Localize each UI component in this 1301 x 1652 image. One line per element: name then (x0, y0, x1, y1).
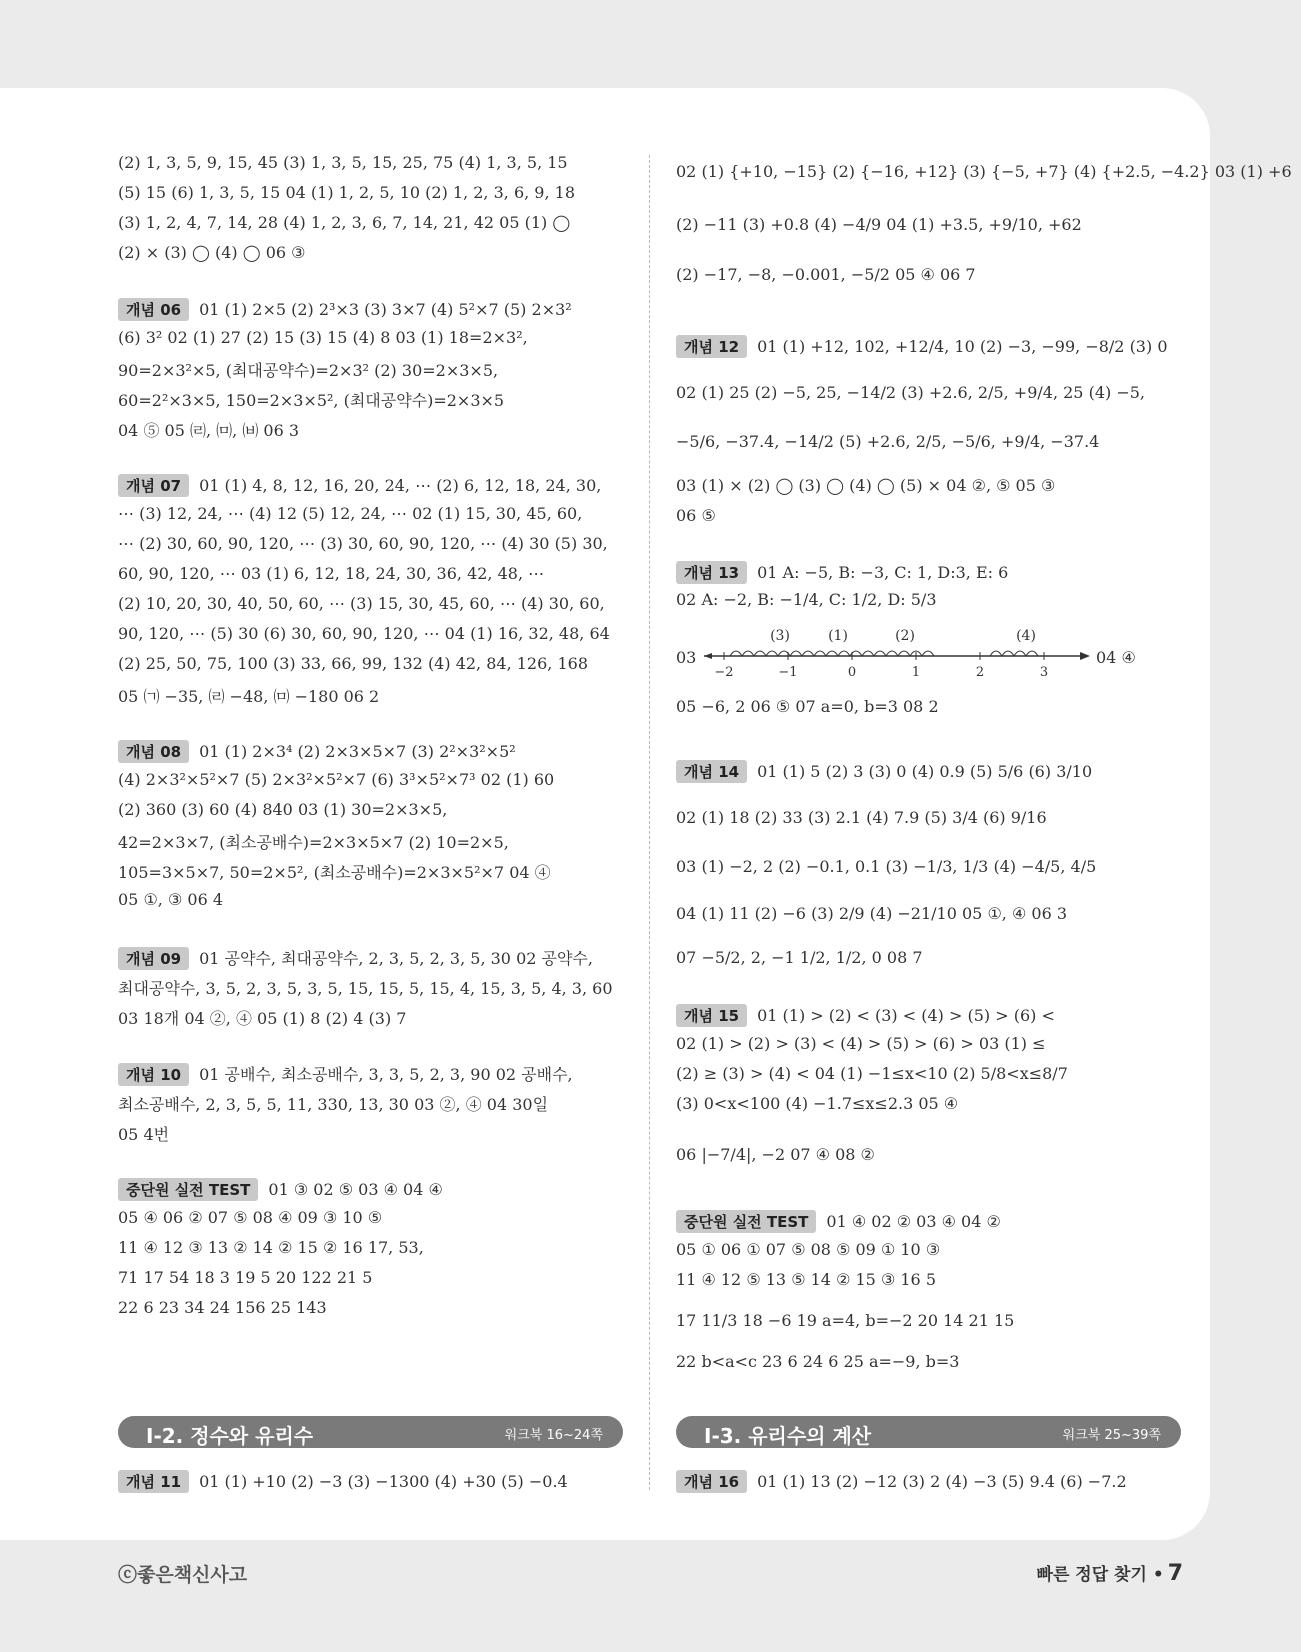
answer-line (118, 976, 613, 999)
answer-line (676, 506, 716, 525)
answer-line (676, 1352, 959, 1371)
answer-text: 03 18개 04 ②, ④ 05 (1) 8 (2) 4 (3) 7 (118, 1009, 407, 1028)
answer-text: 03 (1) × (2) ◯ (3) ◯ (4) ◯ (5) × 04 ②, ⑤ 05 ③ (676, 476, 1056, 495)
answer-text: (2) 10, 20, 30, 40, 50, 60, ⋯ (3) 15, 30, 45, 60, ⋯ (4) 30, 60, (118, 594, 605, 613)
answer-line (676, 1240, 940, 1259)
answer-text: 05 ①, ③ 06 4 (118, 890, 224, 909)
answer-text: 105=3×5×7, 50=2×5², (최소공배수)=2×3×5²×7 04 ④ (118, 863, 551, 882)
answer-text: 60=2²×3×5, 150=2×3×5², (최대공약수)=2×3×5 (118, 391, 505, 410)
answer-line (118, 1092, 548, 1115)
answer-text: −5/6, −37.4, −14/2 (5) +2.6, 2/5, −5/6, +9/4, −37.4 (676, 432, 1100, 451)
answer-text: 90=2×3²×5, (최대공약수)=2×3² (2) 30=2×3×5, (118, 361, 499, 380)
answer-line (676, 1311, 1014, 1330)
answer-text: ⋯ (2) 30, 60, 90, 120, ⋯ (3) 30, 60, 90, 120, ⋯ (4) 30 (5) 30, (118, 534, 608, 553)
answer-text: 90, 120, ⋯ (5) 30 (6) 30, 60, 90, 120, ⋯ 04 (1) 16, 32, 48, 64 (118, 624, 610, 643)
answer-line (118, 183, 575, 202)
answer-line (1096, 648, 1136, 667)
answer-line (118, 418, 299, 441)
answer-line (676, 904, 1067, 923)
answer-line (676, 335, 1168, 358)
answer-text: 60, 90, 120, ⋯ 03 (1) 6, 12, 18, 24, 30, 36, 42, 48, ⋯ (118, 564, 545, 583)
answer-line (118, 1062, 573, 1086)
answer-text: 05 ① 06 ① 07 ⑤ 08 ⑤ 09 ① 10 ③ (676, 1240, 941, 1259)
column-divider (649, 155, 650, 1490)
answer-text: 07 −5/2, 2, −1 1/2, 1/2, 0 08 7 (676, 948, 923, 967)
answer-line (676, 561, 1008, 584)
answer-line (118, 1470, 568, 1493)
answer-line (118, 1122, 169, 1145)
answer-text: 22 6 23 34 24 156 25 143 (118, 1298, 327, 1317)
answer-line (118, 388, 504, 411)
tick-label: 3 (1039, 665, 1049, 680)
answer-text: 01 ③ 02 ⑤ 03 ④ 04 ④ (268, 1180, 443, 1199)
answer-text: 03 (676, 648, 697, 667)
answer-text: 02 (1) 18 (2) 33 (3) 2.1 (4) 7.9 (5) 3/4 (6) 9/16 (676, 808, 1047, 827)
answer-text: (2) −11 (3) +0.8 (4) −4/9 04 (1) +3.5, +9/10, +62 (676, 215, 1082, 234)
answer-text: 01 (1) 13 (2) −12 (3) 2 (4) −3 (5) 9.4 (6) −7.2 (757, 1472, 1127, 1491)
concept-tab: 중단원 실전 TEST (676, 1210, 816, 1233)
answer-text: 01 ④ 02 ② 03 ④ 04 ② (826, 1212, 1001, 1231)
answer-line (676, 432, 1099, 451)
answer-line (676, 383, 1145, 402)
answer-text: (3) 1, 2, 4, 7, 14, 28 (4) 1, 2, 3, 6, 7, 14, 21, 42 05 (1) ◯ (118, 213, 571, 232)
arcs-right (990, 651, 1038, 656)
answer-line (118, 654, 588, 673)
answer-text: (2) 360 (3) 60 (4) 840 03 (1) 30=2×3×5, (118, 800, 448, 819)
tick-label: −1 (778, 665, 798, 680)
answer-line (676, 1210, 1001, 1233)
concept-tab: 개념 13 (676, 561, 747, 584)
answer-line (676, 162, 1292, 181)
answer-text: (2) 1, 3, 5, 9, 15, 45 (3) 1, 3, 5, 15, 25, 75 (4) 1, 3, 5, 15 (118, 153, 568, 172)
section-title: Ⅰ-3. 유리수의 계산 (704, 1424, 872, 1448)
answer-text: 최소공배수, 2, 3, 5, 5, 11, 330, 13, 30 03 ②, ④ 04 30일 (118, 1095, 549, 1114)
answer-text: 01 공배수, 최소공배수, 3, 3, 5, 2, 3, 90 02 공배수, (199, 1065, 573, 1084)
answer-line (676, 1094, 958, 1113)
answer-text: 02 (1) 25 (2) −5, 25, −14/2 (3) +2.6, 2/5, +9/4, 25 (4) −5, (676, 383, 1145, 402)
answer-line (118, 594, 605, 613)
answer-text: 04 ⑤ 05 ㈃, ㈄, ㈅ 06 3 (118, 421, 300, 440)
answer-line (118, 684, 379, 707)
answer-text: 01 (1) +12, 102, +12/4, 10 (2) −3, −99, −8/2 (3) 0 (757, 337, 1168, 356)
answer-line (118, 534, 608, 553)
concept-tab: 개념 14 (676, 760, 747, 783)
answer-text: 02 (1) > (2) > (3) < (4) > (5) > (6) > 03 (1) ≤ (676, 1034, 1046, 1053)
concept-tab: 개념 07 (118, 474, 189, 497)
answer-text: 71 17 54 18 3 19 5 20 122 21 5 (118, 1268, 373, 1287)
answer-line (676, 1470, 1127, 1493)
concept-tab: 개념 08 (118, 740, 189, 763)
answer-line (676, 1064, 1068, 1083)
answer-line (118, 624, 610, 643)
point-label: (1) (828, 628, 848, 644)
answer-line (676, 697, 939, 716)
answer-line (118, 474, 601, 497)
answer-line (118, 358, 498, 381)
answer-line (118, 1298, 327, 1317)
answer-text: 01 공약수, 최대공약수, 2, 3, 5, 2, 3, 5, 30 02 공약수, (199, 949, 593, 968)
number-line-diagram (700, 626, 1090, 682)
answer-text: (4) 2×3²×5²×7 (5) 2×3²×5²×7 (6) 3³×5²×7³ 02 (1) 60 (118, 770, 555, 789)
answer-line (118, 1208, 382, 1227)
answer-text: (2) −17, −8, −0.001, −5/2 05 ④ 06 7 (676, 265, 976, 284)
concept-tab: 개념 15 (676, 1004, 747, 1027)
answer-text: 01 A: −5, B: −3, C: 1, D:3, E: 6 (757, 563, 1009, 582)
answer-line (118, 564, 544, 583)
answer-text: ⋯ (3) 12, 24, ⋯ (4) 12 (5) 12, 24, ⋯ 02 (1) 15, 30, 45, 60, (118, 504, 583, 523)
page-number: 7 (1167, 1561, 1183, 1586)
section-header-left (118, 1416, 623, 1448)
concept-tab: 중단원 실전 TEST (118, 1178, 258, 1201)
answer-text: 04 ④ (1096, 648, 1136, 667)
answer-line (118, 830, 509, 853)
answer-line (118, 328, 528, 347)
answer-text: 11 ④ 12 ③ 13 ② 14 ② 15 ② 16 17, 53, (118, 1238, 424, 1257)
tick-label: 1 (911, 665, 921, 680)
answer-text: (2) 25, 50, 75, 100 (3) 33, 66, 99, 132 (4) 42, 84, 126, 168 (118, 654, 588, 673)
answer-line (118, 1268, 372, 1287)
answer-line (676, 1145, 875, 1164)
page-footer (1037, 1560, 1183, 1586)
answer-text: 05 ④ 06 ② 07 ⑤ 08 ④ 09 ③ 10 ⑤ (118, 1208, 383, 1227)
answer-line (118, 770, 554, 789)
answer-line (676, 1004, 1055, 1027)
answer-text: 06 |−7/4|, −2 07 ④ 08 ② (676, 1145, 875, 1164)
answer-line (118, 740, 516, 763)
tick-label: 0 (847, 665, 857, 680)
answer-line (118, 504, 582, 523)
answer-text: 01 (1) 5 (2) 3 (3) 0 (4) 0.9 (5) 5/6 (6) 3/10 (757, 762, 1093, 781)
answer-text: 03 (1) −2, 2 (2) −0.1, 0.1 (3) −1/3, 1/3 (4) −4/5, 4/5 (676, 857, 1097, 876)
answer-text: (3) 0<x<100 (4) −1.7≤x≤2.3 05 ④ (676, 1094, 959, 1113)
answer-line (676, 648, 696, 667)
answer-text: 05 4번 (118, 1125, 170, 1144)
answer-text: (6) 3² 02 (1) 27 (2) 15 (3) 15 (4) 8 03 (1) 18=2×3², (118, 328, 528, 347)
concept-tab: 개념 10 (118, 1063, 189, 1086)
point-label: (3) (770, 628, 790, 644)
answer-text: 06 ⑤ (676, 506, 716, 525)
answer-line (676, 265, 976, 284)
answer-line (118, 890, 223, 909)
answer-text: 01 (1) 4, 8, 12, 16, 20, 24, ⋯ (2) 6, 12, 18, 24, 30, (199, 476, 602, 495)
answer-text: 05 ㈀ −35, ㈃ −48, ㈄ −180 06 2 (118, 687, 380, 706)
answer-text: 최대공약수, 3, 5, 2, 3, 5, 3, 5, 15, 15, 5, 15, 4, 15, 3, 5, 4, 3, 60 (118, 979, 613, 998)
answer-line (676, 1270, 936, 1289)
concept-tab: 개념 09 (118, 947, 189, 970)
answer-line (118, 800, 447, 819)
answer-text: 11 ④ 12 ⑤ 13 ⑤ 14 ② 15 ③ 16 5 (676, 1270, 936, 1289)
answer-line (118, 243, 306, 262)
answer-text: 42=2×3×7, (최소공배수)=2×3×5×7 (2) 10=2×5, (118, 833, 509, 852)
answer-line (676, 948, 923, 967)
answer-text: 01 (1) +10 (2) −3 (3) −1300 (4) +30 (5) −0.4 (199, 1472, 568, 1491)
answer-text: (2) ≥ (3) > (4) < 04 (1) −1≤x<10 (2) 5/8<x≤8/7 (676, 1064, 1068, 1083)
answer-text: 05 −6, 2 06 ⑤ 07 a=0, b=3 08 2 (676, 697, 939, 716)
answer-line (676, 1034, 1046, 1053)
answer-text: 02 (1) {+10, −15} (2) {−16, +12} (3) {−5, +7} (4) {+2.5, −4.2} 03 (1) +6 (676, 162, 1292, 181)
answer-line (676, 476, 1055, 495)
point-label: (2) (895, 628, 915, 644)
answer-text: 01 (1) 2×3⁴ (2) 2×3×5×7 (3) 2²×3²×5² (199, 742, 516, 761)
answer-line (118, 1238, 424, 1257)
answer-line (118, 213, 570, 232)
answer-line (676, 590, 937, 609)
point-label: (4) (1016, 628, 1036, 644)
answer-text: 01 (1) 2×5 (2) 2³×3 (3) 3×7 (4) 5²×7 (5) 2×3² (199, 300, 572, 319)
workbook-pages: 워크북 25~39쪽 (1062, 1428, 1161, 1443)
publisher-logo: ⓒ좋은책신사고 (118, 1564, 248, 1586)
answer-text: 01 (1) > (2) < (3) < (4) > (5) > (6) < (757, 1006, 1055, 1025)
footer-label: 빠른 정답 찾기 • (1036, 1565, 1164, 1585)
answer-line (118, 860, 551, 883)
answer-line (118, 1178, 443, 1201)
answer-text: 17 11/3 18 −6 19 a=4, b=−2 20 14 21 15 (676, 1311, 1015, 1330)
concept-tab: 개념 06 (118, 298, 189, 321)
answer-text: 02 A: −2, B: −1/4, C: 1/2, D: 5/3 (676, 590, 937, 609)
answer-text: 04 (1) 11 (2) −6 (3) 2/9 (4) −21/10 05 ①, ④ 06 3 (676, 904, 1068, 923)
concept-tab: 개념 11 (118, 1470, 189, 1493)
concept-tab: 개념 12 (676, 335, 747, 358)
concept-tab: 개념 16 (676, 1470, 747, 1493)
answer-line (676, 760, 1092, 783)
answer-text: (2) × (3) ◯ (4) ◯ 06 ③ (118, 243, 306, 262)
answer-line (676, 215, 1082, 234)
answer-text: (5) 15 (6) 1, 3, 5, 15 04 (1) 1, 2, 5, 10 (2) 1, 2, 3, 6, 9, 18 (118, 183, 576, 202)
section-title: Ⅰ-2. 정수와 유리수 (146, 1424, 314, 1448)
answer-line (676, 857, 1096, 876)
arcs (730, 651, 934, 656)
answer-line (118, 153, 568, 172)
answer-line (118, 1006, 406, 1029)
answer-line (118, 946, 593, 970)
section-header-right (676, 1416, 1181, 1448)
answer-line (118, 298, 572, 321)
workbook-pages: 워크북 16~24쪽 (504, 1428, 603, 1443)
answer-line (676, 808, 1047, 827)
answer-text: 22 b<a<c 23 6 24 6 25 a=−9, b=3 (676, 1352, 960, 1371)
tick-label: 2 (975, 665, 985, 680)
tick-label: −2 (714, 665, 734, 680)
